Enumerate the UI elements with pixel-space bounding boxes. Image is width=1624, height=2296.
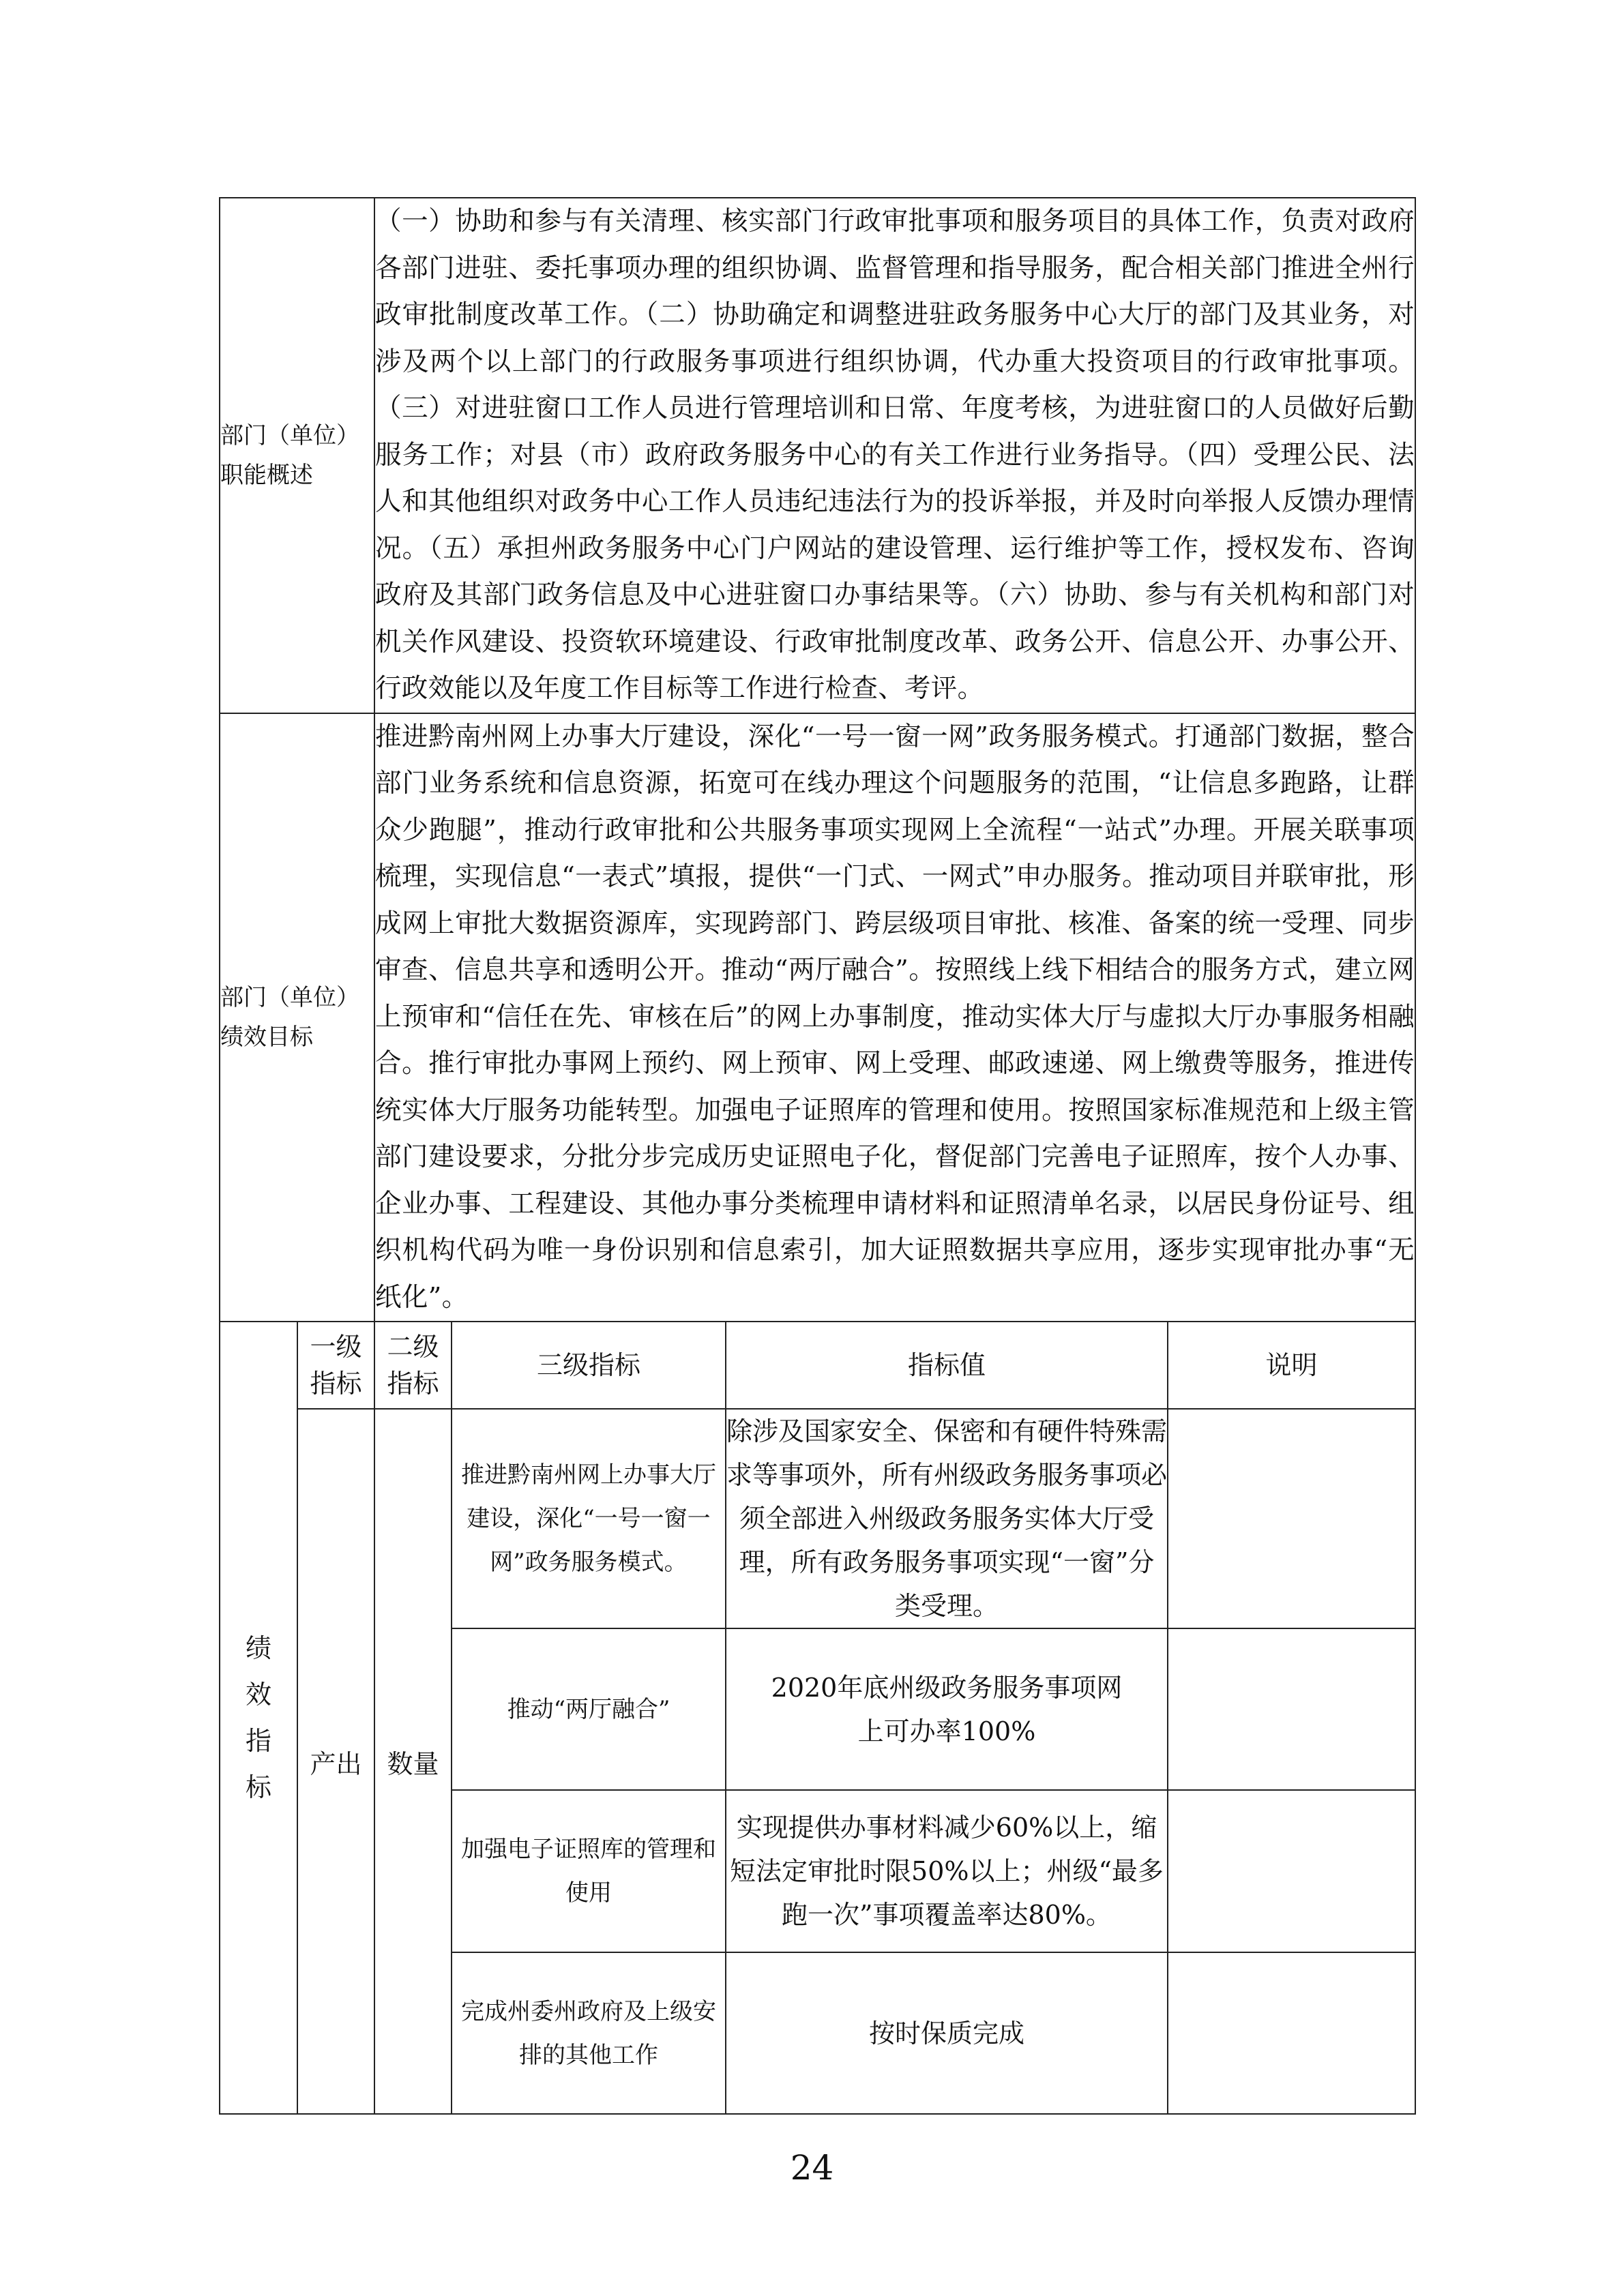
- indicator-side-label: [220, 1322, 297, 2114]
- note-cell: [1168, 1409, 1415, 1628]
- note-cell: [1168, 1628, 1415, 1790]
- function-label-line2: 职能概述: [220, 461, 313, 489]
- page-number: 24: [790, 2148, 834, 2188]
- value-cell: 实现提供办事材料减少60%以上，缩短法定审批时限50%以上；州级“最多跑一次”事项覆盖率达80%。: [726, 1790, 1168, 1952]
- value-cell: 按时保质完成: [726, 1952, 1168, 2114]
- level3-cell: 推进黔南州网上办事大厅建设，深化“一号一窗一网”政务服务模式。: [452, 1409, 726, 1628]
- function-row: [220, 198, 1415, 713]
- function-label: [220, 198, 374, 713]
- level3-cell: 完成州委州政府及上级安排的其他工作: [452, 1952, 726, 2114]
- function-text: （一）协助和参与有关清理、核实部门行政审批事项和服务项目的具体工作，负责对政府各部门进驻、委托事项办理的组织协调、监督管理和指导服务，配合相关部门推进全州行政审批制度改革工作。（二）协助确定和调整进驻政务服务中心大厅的部门及其业务，对涉及两个以上部门的行政服务事项进行组织协调，代办重大投资项目的行政审批事项。（三）对进驻窗口工作人员进行管理培训和日常、年度考核，为进驻窗口的人员做好后勤服务工作；对县（市）政府政务服务中心的有关工作进行业务指导。（四）受理公民、法人和其他组织对政务中心工作人员违纪违法行为的投诉举报，并及时向举报人反馈办理情况。（五）承担州政务服务中心门户网站的建设管理、运行维护等工作，授权发布、咨询政府及其部门政务信息及中心进驻窗口办事结果等。（六）协助、参与有关机构和部门对机关作风建设、投资软环境建设、行政审批制度改革、政务公开、信息公开、办事公开、行政效能以及年度工作目标等工作进行检查、考评。: [374, 198, 1415, 713]
- header-note: 说明: [1168, 1322, 1415, 1409]
- goal-label: [220, 713, 374, 1322]
- performance-table: [219, 197, 1416, 2115]
- header-level2: [374, 1322, 452, 1409]
- level2-quantity: 数量: [374, 1409, 452, 2114]
- goal-label-line1: 部门（单位）: [220, 983, 359, 1011]
- header-level1: [297, 1322, 374, 1409]
- level3-cell: 加强电子证照库的管理和使用: [452, 1790, 726, 1952]
- value-cell: [726, 1628, 1168, 1790]
- header-level1-text: 一级指标: [310, 1332, 362, 1399]
- level1-output: 产出: [297, 1409, 374, 2114]
- goal-row: [220, 713, 1415, 1322]
- indicator-side-text: 绩效指标: [245, 1633, 271, 1802]
- level3-cell: 推动“两厅融合”: [452, 1628, 726, 1790]
- header-value: 指标值: [726, 1322, 1168, 1409]
- value-cell: 除涉及国家安全、保密和有硬件特殊需求等事项外，所有州级政务服务事项必须全部进入州级政务服务实体大厅受理，所有政务服务事项实现“一窗”分类受理。: [726, 1409, 1168, 1628]
- value-text: 2020年底州级政务服务事项网上可办率100%: [771, 1672, 1123, 1746]
- header-level3: 三级指标: [452, 1322, 726, 1409]
- indicator-header-row: [220, 1322, 1415, 1409]
- indicator-row: [220, 1409, 1415, 1628]
- function-label-line1: 部门（单位）: [220, 421, 359, 449]
- goal-text: 推进黔南州网上办事大厅建设，深化“一号一窗一网”政务服务模式。打通部门数据，整合部门业务系统和信息资源，拓宽可在线办理这个问题服务的范围，“让信息多跑路，让群众少跑腿”，推动行政审批和公共服务事项实现网上全流程“一站式”办理。开展关联事项梳理，实现信息“一表式”填报，提供“一门式、一网式”申办服务。推动项目并联审批，形成网上审批大数据资源库，实现跨部门、跨层级项目审批、核准、备案的统一受理、同步审查、信息共享和透明公开。推动“两厅融合”。按照线上线下相结合的服务方式，建立网上预审和“信任在先、审核在后”的网上办事制度，推动实体大厅与虚拟大厅办事服务相融合。推行审批办事网上预约、网上预审、网上受理、邮政速递、网上缴费等服务，推进传统实体大厅服务功能转型。加强电子证照库的管理和使用。按照国家标准规范和上级主管部门建设要求，分批分步完成历史证照电子化，督促部门完善电子证照库，按个人办事、企业办事、工程建设、其他办事分类梳理申请材料和证照清单名录，以居民身份证号、组织机构代码为唯一身份识别和信息索引，加大证照数据共享应用，逐步实现审批办事“无纸化”。: [374, 713, 1415, 1322]
- goal-label-line2: 绩效目标: [220, 1023, 313, 1051]
- note-cell: [1168, 1952, 1415, 2114]
- header-level2-text: 二级指标: [387, 1332, 439, 1399]
- note-cell: [1168, 1790, 1415, 1952]
